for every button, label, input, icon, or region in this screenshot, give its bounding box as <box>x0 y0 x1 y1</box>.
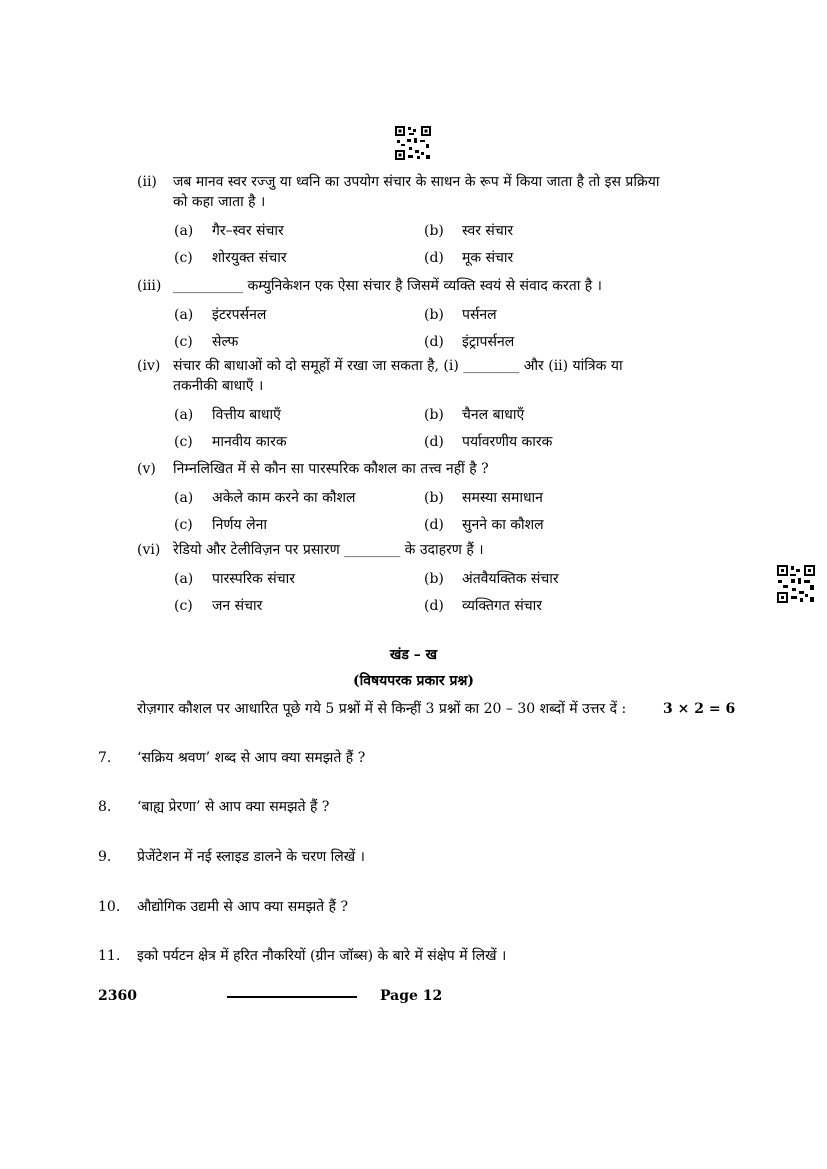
question-text-line1: निम्नलिखित में से कौन सा पारस्परिक कौशल का तत्त्व नहीं है ? <box>173 461 489 477</box>
option-text: मूक संचार <box>462 250 514 266</box>
question-number: (iv) <box>137 358 161 374</box>
paper-code: 2360 <box>98 988 137 1004</box>
section-marks: 3 × 2 = 6 <box>663 701 736 717</box>
option-letter: (a) <box>174 307 194 323</box>
option-text: स्वर संचार <box>462 223 514 239</box>
question-number: (ii) <box>137 174 157 190</box>
option-letter: (c) <box>174 434 193 450</box>
qr-code-top <box>395 126 431 160</box>
option-text: अकेले काम करने का कौशल <box>212 490 356 506</box>
qr-code-side <box>777 565 815 603</box>
option-text: पारस्परिक संचार <box>212 571 295 587</box>
option-letter: (a) <box>174 571 194 587</box>
question-number: (iii) <box>137 278 162 294</box>
option-letter: (d) <box>424 598 444 614</box>
option-letter: (d) <box>424 517 444 533</box>
question-text-line1: संचार की बाधाओं को दो समूहों में रखा जा सकता है, (i) ________ और (ii) यांत्रिक या <box>173 358 623 374</box>
question-text: ‘सक्रिय श्रवण’ शब्द से आप क्या समझते हैं ? <box>137 750 366 766</box>
option-text: अंतवैयक्तिक संचार <box>462 571 559 587</box>
section-instruction: रोज़गार कौशल पर आधारित पूछे गये 5 प्रश्नों में से किन्हीं 3 प्रश्नों का 20 – 30 शब्दों में उत्तर दें : <box>137 701 627 717</box>
question-number: 10. <box>98 899 121 915</box>
question-text-line1: __________ कम्युनिकेशन एक ऐसा संचार है जिसमें व्यक्ति स्वयं से संवाद करता है । <box>173 278 602 294</box>
question-number: 9. <box>98 849 112 865</box>
section-title: खंड – ख <box>389 647 438 663</box>
question-text: ‘बाह्य प्रेरणा’ से आप क्या समझते हैं ? <box>137 799 330 815</box>
option-text: इंट्रापर्सनल <box>462 334 515 350</box>
question-number: 11. <box>98 948 121 964</box>
page-number: Page 12 <box>380 988 443 1004</box>
option-text: शोरयुक्त संचार <box>212 250 287 266</box>
option-text: इंटरपर्सनल <box>212 307 267 323</box>
question-number: (vi) <box>137 542 161 558</box>
option-letter: (a) <box>174 223 194 239</box>
question-text: इको पर्यटन क्षेत्र में हरित नौकरियों (ग्रीन जॉब्स) के बारे में संक्षेप में लिखें । <box>137 948 507 964</box>
option-text: निर्णय लेना <box>212 517 267 533</box>
option-text: चैनल बाधाएँ <box>462 407 525 423</box>
option-text: वित्तीय बाधाएँ <box>212 407 281 423</box>
option-letter: (b) <box>424 307 444 323</box>
option-letter: (b) <box>424 571 444 587</box>
option-text: सेल्फ <box>212 334 239 350</box>
option-text: जन संचार <box>212 598 263 614</box>
option-letter: (b) <box>424 407 444 423</box>
question-text: प्रेजेंटेशन में नई स्लाइड डालने के चरण लिखें । <box>137 849 365 865</box>
question-text: औद्योगिक उद्यमी से आप क्या समझते हैं ? <box>137 899 348 915</box>
question-text-line1: रेडियो और टेलीविज़न पर प्रसारण ________ के उदाहरण हैं । <box>173 542 484 558</box>
question-number: 7. <box>98 750 112 766</box>
option-letter: (a) <box>174 407 194 423</box>
question-text-line2: तकनीकी बाधाएँ । <box>173 378 264 394</box>
option-letter: (b) <box>424 490 444 506</box>
option-letter: (c) <box>174 334 193 350</box>
option-letter: (c) <box>174 250 193 266</box>
option-letter: (c) <box>174 598 193 614</box>
option-text: पर्यावरणीय कारक <box>462 434 553 450</box>
option-text: सुनने का कौशल <box>462 517 544 533</box>
footer-divider <box>227 996 357 998</box>
question-text-line2: को कहा जाता है । <box>173 194 266 210</box>
option-letter: (d) <box>424 334 444 350</box>
option-text: गैर–स्वर संचार <box>212 223 284 239</box>
question-number: (v) <box>137 461 156 477</box>
option-text: पर्सनल <box>462 307 497 323</box>
section-subtitle: (विषयपरक प्रकार प्रश्न) <box>353 673 474 689</box>
option-letter: (c) <box>174 517 193 533</box>
question-text-line1: जब मानव स्वर रज्जु या ध्वनि का उपयोग संचार के साधन के रूप में किया जाता है तो इस प्रक्रिया <box>173 174 660 190</box>
option-text: व्यक्तिगत संचार <box>462 598 543 614</box>
option-text: समस्या समाधान <box>462 490 543 506</box>
option-letter: (d) <box>424 434 444 450</box>
question-number: 8. <box>98 799 112 815</box>
option-text: मानवीय कारक <box>212 434 287 450</box>
option-letter: (b) <box>424 223 444 239</box>
option-letter: (d) <box>424 250 444 266</box>
option-letter: (a) <box>174 490 194 506</box>
